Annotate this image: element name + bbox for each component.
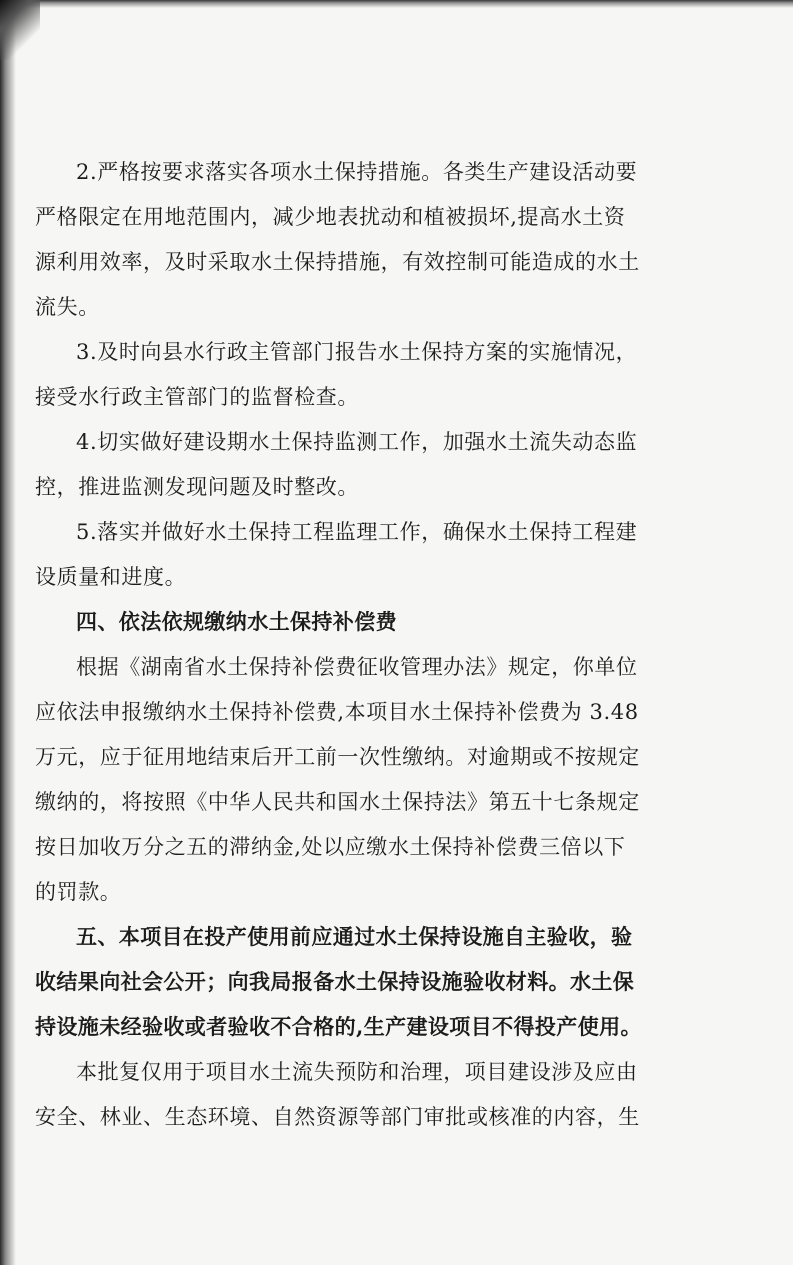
paragraph-line: 安全、林业、生态环境、自然资源等部门审批或核准的内容，生 [35,1105,640,1129]
paragraph-line: 控，推进监测发现问题及时整改。 [35,475,359,499]
paragraph-line: 严格限定在用地范围内，减少地表扰动和植被损坏,提高水土资 [35,205,626,229]
paragraph-line: 4.切实做好建设期水土保持监测工作，加强水土流失动态监 [76,430,638,454]
paragraph-line: 设质量和进度。 [35,565,187,589]
paragraph-line: 根据《湖南省水土保持补偿费征收管理办法》规定，你单位 [76,655,638,679]
bold-paragraph-line: 持设施未经验收或者验收不合格的,生产建设项目不得投产使用。 [35,1014,642,1039]
paragraph-line: 缴纳的，将按照《中华人民共和国水土保持法》第五十七条规定 [35,790,640,814]
paragraph-line: 的罚款。 [35,880,122,904]
bold-paragraph-line: 五、本项目在投产使用前应通过水土保持设施自主验收，验 [76,924,633,949]
paragraph-line: 本批复仅用于项目水土流失预防和治理，项目建设涉及应由 [76,1060,638,1084]
paragraph-line: 按日加收万分之五的滞纳金,处以应缴水土保持补偿费三倍以下 [35,835,626,859]
paragraph-line: 源利用效率，及时采取水土保持措施，有效控制可能造成的水土 [35,250,640,274]
paragraph-line: 2.严格按要求落实各项水土保持措施。各类生产建设活动要 [76,160,638,184]
paragraph-line: 应依法申报缴纳水土保持补偿费,本项目水土保持补偿费为 3.48 [35,700,639,724]
bold-paragraph-line: 收结果向社会公开；向我局报备水土保持设施验收材料。水土保 [35,969,635,994]
paragraph-line: 5.落实并做好水土保持工程监理工作，确保水土保持工程建 [76,520,638,544]
paragraph-line: 万元，应于征用地结束后开工前一次性缴纳。对逾期或不按规定 [35,745,640,769]
paragraph-line: 3.及时向县水行政主管部门报告水土保持方案的实施情况， [76,340,638,364]
paragraph-line: 接受水行政主管部门的监督检查。 [35,385,359,409]
section-heading: 四、依法依规缴纳水土保持补偿费 [76,609,397,634]
paragraph-line: 流失。 [35,295,100,319]
